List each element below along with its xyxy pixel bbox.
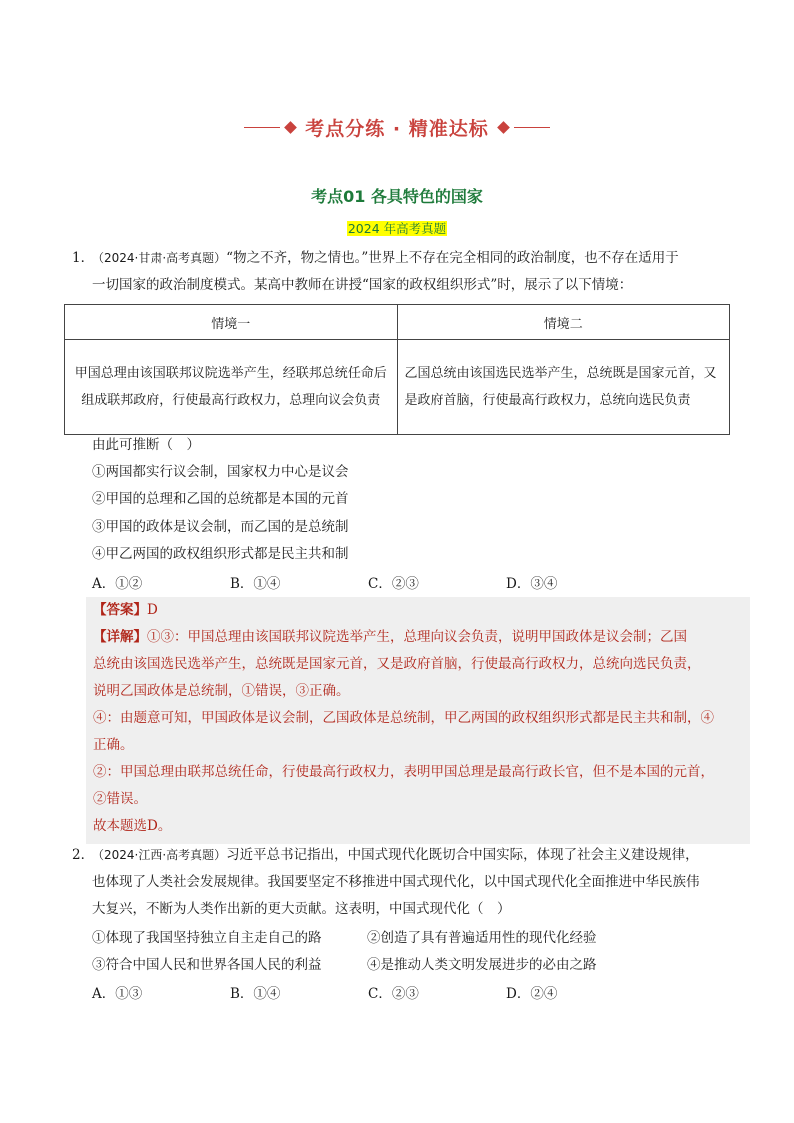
statement: ②创造了具有普遍适用性的现代化经验 — [367, 930, 597, 946]
stem-line: 大复兴，不断为人类作出新的更大贡献。这表明，中国式现代化（ ） — [92, 901, 511, 917]
option-b[interactable]: B．①④ — [230, 986, 281, 1002]
banner-right-line — [514, 127, 550, 129]
question-2-statements-row — [92, 926, 642, 946]
detail-line: ④：由题意可知，甲国政体是议会制，乙国政体是总统制，甲乙两国的政权组织形式都是民主共和制，④ — [93, 710, 714, 726]
answer-line — [93, 597, 753, 624]
statement: ③符合中国人民和世界各国人民的利益 — [92, 957, 322, 973]
stem-line — [92, 245, 732, 272]
statement: ③甲国的政体是议会制，而乙国的是总统制 — [92, 518, 349, 535]
option-a[interactable]: A．①② — [92, 576, 143, 592]
detail-line: 正确。 — [93, 737, 134, 753]
answer-value: D — [147, 602, 158, 618]
question-number: 1． — [72, 250, 95, 266]
option-c[interactable]: C．②③ — [368, 576, 419, 592]
statement: ②甲国的总理和乙国的总统都是本国的元首 — [92, 491, 349, 508]
diamond-icon — [497, 121, 510, 134]
question-1-statements — [92, 432, 349, 568]
detail-line: 总统由该国选民选举产生，总统既是国家元首，又是政府首脑，行使最高行政权力，总统向选民负责， — [93, 656, 701, 672]
banner-left-line — [244, 127, 280, 129]
diamond-icon — [284, 121, 297, 134]
option-b[interactable]: B．①④ — [230, 576, 281, 592]
answer-label: 【答案】 — [93, 602, 147, 618]
question-2-options — [92, 982, 644, 1002]
stem-line — [92, 842, 732, 869]
detail-line: ②：甲国总理由联邦总统任命，行使最高行政权力，表明甲国总理是最高行政长官，但不是本国的元首， — [93, 764, 714, 780]
answer-explanation — [93, 597, 753, 840]
question-number: 2． — [72, 847, 95, 863]
stem-line: 一切国家的政治制度模式。某高中教师在讲授“国家的政权组织形式”时，展示了以下情境： — [92, 277, 633, 293]
scenario-table — [64, 304, 730, 435]
detail-line: 故本题选D。 — [93, 818, 172, 834]
year-tag — [0, 219, 794, 237]
detail-line — [93, 624, 753, 651]
section-banner — [0, 114, 794, 144]
stem-text: 习近平总书记指出，中国式现代化既切合中国实际，体现了社会主义建设规律， — [226, 847, 699, 863]
question-source: （2024·甘肃·高考真题） — [92, 251, 227, 265]
detail-line: ②错误。 — [93, 791, 147, 807]
table-cell: 甲国总理由该国联邦议院选举产生，经联邦总统任命后组成联邦政府，行使最高行政权力，总理向议会负责 — [65, 340, 398, 435]
stem-text: “物之不齐，物之情也。”世界上不存在完全相同的政治制度，也不存在适用于 — [226, 250, 679, 266]
option-a[interactable]: A．①③ — [92, 986, 143, 1002]
question-source: （2024·江西·高考真题） — [92, 848, 227, 862]
banner-title: 考点分练 · 精准达标 — [305, 118, 489, 140]
table-cell: 乙国总统由该国选民选举产生，总统既是国家元首，又是政府首脑，行使最高行政权力，总统向选民负责 — [397, 340, 730, 435]
detail-line: 说明乙国政体是总统制，①错误，③正确。 — [93, 683, 350, 699]
statement: ④是推动人类文明发展进步的必由之路 — [367, 957, 597, 973]
statement: ①两国都实行议会制，国家权力中心是议会 — [92, 464, 349, 481]
table-header: 情境二 — [397, 305, 730, 340]
stem-line: 也体现了人类社会发展规律。我国要坚定不移推进中国式现代化，以中国式现代化全面推进中华民族伟 — [92, 874, 700, 890]
question-1-options — [92, 572, 644, 592]
section-title: 考点01 各具特色的国家 — [311, 187, 483, 206]
question-1-stem — [72, 245, 732, 299]
detail-label: 【详解】 — [93, 629, 147, 645]
statement: ①体现了我国坚持独立自主走自己的路 — [92, 930, 322, 946]
statement: ④甲乙两国的政权组织形式都是民主共和制 — [92, 545, 349, 562]
question-prompt: 由此可推断（ ） — [92, 437, 200, 453]
question-2-statements-row — [92, 953, 642, 973]
option-d[interactable]: D．②④ — [506, 986, 558, 1002]
detail-text: ①③：甲国总理由该国联邦议院选举产生，总理向议会负责，说明甲国政体是议会制；乙国 — [147, 629, 687, 645]
year-tag-text: 2024 年高考真题 — [347, 221, 447, 236]
question-2-stem — [72, 842, 732, 923]
option-d[interactable]: D．③④ — [506, 576, 558, 592]
table-header: 情境一 — [65, 305, 398, 340]
option-c[interactable]: C．②③ — [368, 986, 419, 1002]
